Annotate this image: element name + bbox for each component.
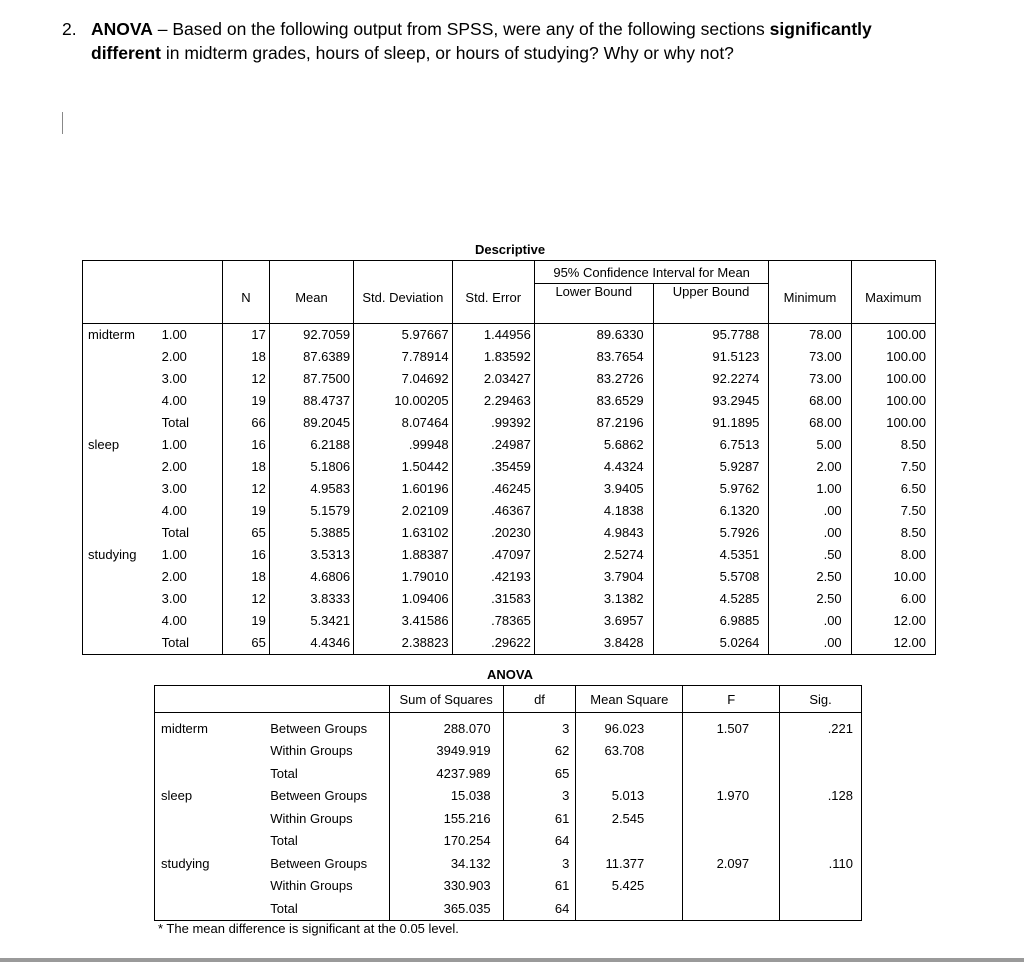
table-cell: 6.9885: [653, 610, 769, 632]
table-row: [83, 434, 936, 456]
table-cell: .24987: [452, 434, 534, 456]
row-group-label: [83, 610, 156, 632]
table-cell: .42193: [452, 566, 534, 588]
row-level-label: 3.00: [156, 588, 223, 610]
column-header: Mean Square: [576, 686, 683, 713]
row-group-label: studying: [155, 852, 268, 875]
table-cell: [683, 875, 780, 898]
descriptive-header-row-2: [83, 284, 936, 324]
table-cell: 5.7926: [653, 522, 769, 544]
table-cell: 18: [223, 346, 270, 368]
row-level-label: 2.00: [156, 456, 223, 478]
table-cell: 62: [503, 740, 576, 763]
table-row: [83, 456, 936, 478]
table-cell: 3.9405: [534, 478, 653, 500]
header-blank: [851, 261, 935, 284]
table-cell: 65: [223, 522, 270, 544]
row-group-label: midterm: [155, 713, 268, 740]
column-header: Sum of Squares: [389, 686, 503, 713]
table-cell: 3.8428: [534, 632, 653, 655]
table-cell: 2.29463: [452, 390, 534, 412]
column-header: N: [223, 284, 270, 324]
table-cell: [780, 740, 862, 763]
table-cell: .31583: [452, 588, 534, 610]
anova-header-row: [155, 686, 862, 713]
row-source-label: Total: [267, 897, 389, 920]
row-group-label: [83, 390, 156, 412]
table-cell: 170.254: [389, 830, 503, 853]
table-cell: [780, 807, 862, 830]
row-group-label: [155, 875, 268, 898]
row-group-label: [83, 412, 156, 434]
row-level-label: Total: [156, 412, 223, 434]
question-text-b: in midterm grades, hours of sleep, or hours of studying? Why or why not?: [161, 43, 734, 63]
column-header: Sig.: [780, 686, 862, 713]
question-body: [91, 17, 962, 65]
row-group-label: [83, 566, 156, 588]
table-row: [155, 713, 862, 740]
row-source-label: Total: [267, 830, 389, 853]
table-cell: 91.5123: [653, 346, 769, 368]
header-blank: [83, 284, 223, 324]
table-cell: [576, 830, 683, 853]
row-source-label: Within Groups: [267, 875, 389, 898]
table-row: [83, 522, 936, 544]
header-blank: [769, 261, 851, 284]
row-group-label: [83, 346, 156, 368]
question-number: 2.: [62, 19, 77, 39]
descriptive-title: Descriptive: [474, 242, 546, 257]
row-group-label: [155, 830, 268, 853]
table-cell: 288.070: [389, 713, 503, 740]
row-group-label: [83, 588, 156, 610]
table-cell: 96.023: [576, 713, 683, 740]
table-cell: 83.7654: [534, 346, 653, 368]
header-blank: [155, 686, 390, 713]
row-group-label: [83, 368, 156, 390]
table-cell: 5.9762: [653, 478, 769, 500]
column-header: Maximum: [851, 284, 935, 324]
table-row: [155, 807, 862, 830]
table-cell: 12: [223, 368, 270, 390]
table-cell: 1.88387: [354, 544, 453, 566]
table-cell: 6.1320: [653, 500, 769, 522]
header-blank: [354, 261, 453, 284]
table-row: [155, 830, 862, 853]
table-cell: 19: [223, 390, 270, 412]
table-cell: .00: [769, 500, 851, 522]
header-blank: [223, 261, 270, 284]
table-cell: 6.50: [851, 478, 935, 500]
table-cell: 64: [503, 897, 576, 920]
table-cell: [780, 830, 862, 853]
table-cell: 3.5313: [269, 544, 353, 566]
anova-title: ANOVA: [487, 667, 533, 682]
table-cell: 100.00: [851, 412, 935, 434]
question-text: [62, 17, 962, 65]
table-cell: 4.6806: [269, 566, 353, 588]
table-cell: [780, 897, 862, 920]
table-row: [83, 632, 936, 655]
table-cell: 1.970: [683, 785, 780, 808]
table-row: [155, 740, 862, 763]
table-cell: 2.00: [769, 456, 851, 478]
table-cell: [683, 830, 780, 853]
row-group-label: sleep: [83, 434, 156, 456]
row-source-label: Within Groups: [267, 740, 389, 763]
table-row: [155, 897, 862, 920]
row-group-label: studying: [83, 544, 156, 566]
table-row: [83, 368, 936, 390]
table-cell: 3.1382: [534, 588, 653, 610]
table-cell: 4.9583: [269, 478, 353, 500]
table-cell: 63.708: [576, 740, 683, 763]
table-cell: 5.3885: [269, 522, 353, 544]
table-cell: 2.097: [683, 852, 780, 875]
row-level-label: 4.00: [156, 500, 223, 522]
table-cell: 18: [223, 456, 270, 478]
row-group-label: [83, 478, 156, 500]
table-cell: 91.1895: [653, 412, 769, 434]
column-header: Std. Deviation: [354, 284, 453, 324]
table-row: [83, 610, 936, 632]
table-cell: 15.038: [389, 785, 503, 808]
row-source-label: Total: [267, 762, 389, 785]
table-cell: 95.7788: [653, 323, 769, 346]
table-cell: 6.00: [851, 588, 935, 610]
row-level-label: 3.00: [156, 478, 223, 500]
table-cell: 64: [503, 830, 576, 853]
table-cell: .35459: [452, 456, 534, 478]
question-text-a: – Based on the following output from SPSS, were any of the following sections: [152, 19, 770, 39]
table-row: [155, 875, 862, 898]
table-cell: 3.41586: [354, 610, 453, 632]
table-cell: 1.00: [769, 478, 851, 500]
table-cell: 1.60196: [354, 478, 453, 500]
table-cell: [683, 762, 780, 785]
table-cell: [780, 875, 862, 898]
table-cell: 2.03427: [452, 368, 534, 390]
row-group-label: sleep: [155, 785, 268, 808]
row-group-label: [83, 632, 156, 655]
table-cell: 12: [223, 588, 270, 610]
table-cell: .110: [780, 852, 862, 875]
table-cell: 4237.989: [389, 762, 503, 785]
table-cell: 2.545: [576, 807, 683, 830]
anova-table: [154, 685, 862, 921]
table-cell: 3: [503, 785, 576, 808]
table-cell: 68.00: [769, 390, 851, 412]
table-cell: 5.9287: [653, 456, 769, 478]
table-cell: .46367: [452, 500, 534, 522]
table-row: [155, 785, 862, 808]
table-cell: 330.903: [389, 875, 503, 898]
table-cell: 61: [503, 875, 576, 898]
table-cell: 78.00: [769, 323, 851, 346]
table-cell: 7.50: [851, 500, 935, 522]
anova-footnote: * The mean difference is significant at the 0.05 level.: [158, 921, 459, 936]
header-blank: [83, 261, 223, 284]
table-cell: 65: [223, 632, 270, 655]
table-cell: .128: [780, 785, 862, 808]
table-cell: 8.00: [851, 544, 935, 566]
table-cell: 12.00: [851, 610, 935, 632]
table-cell: 5.0264: [653, 632, 769, 655]
table-cell: 365.035: [389, 897, 503, 920]
descriptive-header-row-1: [83, 261, 936, 284]
table-cell: [683, 897, 780, 920]
table-cell: 4.1838: [534, 500, 653, 522]
table-row: [83, 412, 936, 434]
column-header: Minimum: [769, 284, 851, 324]
table-cell: 100.00: [851, 368, 935, 390]
table-cell: 66: [223, 412, 270, 434]
table-cell: 12.00: [851, 632, 935, 655]
table-cell: 92.7059: [269, 323, 353, 346]
table-cell: 7.04692: [354, 368, 453, 390]
table-cell: .00: [769, 632, 851, 655]
table-cell: 4.5351: [653, 544, 769, 566]
row-level-label: 4.00: [156, 390, 223, 412]
row-level-label: 1.00: [156, 323, 223, 346]
table-cell: 5.425: [576, 875, 683, 898]
row-level-label: 4.00: [156, 610, 223, 632]
table-cell: 4.4324: [534, 456, 653, 478]
table-row: [83, 323, 936, 346]
table-cell: 2.50: [769, 566, 851, 588]
row-source-label: Between Groups: [267, 785, 389, 808]
table-cell: 1.50442: [354, 456, 453, 478]
table-cell: 8.07464: [354, 412, 453, 434]
table-cell: 100.00: [851, 346, 935, 368]
table-cell: 68.00: [769, 412, 851, 434]
header-blank: [452, 261, 534, 284]
table-cell: 100.00: [851, 323, 935, 346]
table-cell: 10.00205: [354, 390, 453, 412]
table-cell: 34.132: [389, 852, 503, 875]
table-cell: 3: [503, 852, 576, 875]
row-group-label: [155, 897, 268, 920]
table-cell: 87.6389: [269, 346, 353, 368]
table-row: [83, 390, 936, 412]
table-cell: 3: [503, 713, 576, 740]
table-cell: 10.00: [851, 566, 935, 588]
table-row: [83, 346, 936, 368]
table-cell: 1.79010: [354, 566, 453, 588]
table-cell: .221: [780, 713, 862, 740]
column-header: Lower Bound: [534, 284, 653, 324]
table-cell: 5.3421: [269, 610, 353, 632]
row-group-label: midterm: [83, 323, 156, 346]
table-cell: .99392: [452, 412, 534, 434]
row-group-label: [155, 807, 268, 830]
table-cell: .78365: [452, 610, 534, 632]
column-header: df: [503, 686, 576, 713]
column-header: Std. Error: [452, 284, 534, 324]
row-source-label: Within Groups: [267, 807, 389, 830]
table-cell: 83.2726: [534, 368, 653, 390]
table-cell: [780, 762, 862, 785]
table-cell: 16: [223, 434, 270, 456]
row-level-label: Total: [156, 522, 223, 544]
table-cell: 5.6862: [534, 434, 653, 456]
table-cell: 1.63102: [354, 522, 453, 544]
table-row: [83, 566, 936, 588]
table-cell: 4.9843: [534, 522, 653, 544]
table-cell: .20230: [452, 522, 534, 544]
question-bold-line2: different: [91, 43, 161, 63]
table-cell: 11.377: [576, 852, 683, 875]
table-cell: .00: [769, 610, 851, 632]
table-row: [83, 500, 936, 522]
row-source-label: Between Groups: [267, 713, 389, 740]
table-cell: [683, 740, 780, 763]
table-cell: 19: [223, 610, 270, 632]
question-bold-lead: ANOVA: [91, 19, 153, 39]
question-bold-mid: significantly: [769, 19, 872, 39]
table-cell: .29622: [452, 632, 534, 655]
table-cell: 1.83592: [452, 346, 534, 368]
table-cell: 19: [223, 500, 270, 522]
table-cell: 1.507: [683, 713, 780, 740]
table-cell: .99948: [354, 434, 453, 456]
column-header: F: [683, 686, 780, 713]
table-cell: 5.1806: [269, 456, 353, 478]
row-level-label: Total: [156, 632, 223, 655]
column-header: Upper Bound: [653, 284, 769, 324]
table-cell: 89.6330: [534, 323, 653, 346]
table-cell: 5.013: [576, 785, 683, 808]
table-cell: .46245: [452, 478, 534, 500]
table-cell: [576, 897, 683, 920]
table-cell: 5.5708: [653, 566, 769, 588]
table-row: [83, 544, 936, 566]
table-cell: 8.50: [851, 522, 935, 544]
row-group-label: [155, 740, 268, 763]
table-cell: 4.4346: [269, 632, 353, 655]
table-cell: 3.7904: [534, 566, 653, 588]
table-cell: 61: [503, 807, 576, 830]
table-cell: 3.8333: [269, 588, 353, 610]
table-cell: [576, 762, 683, 785]
table-cell: .00: [769, 522, 851, 544]
table-cell: 73.00: [769, 368, 851, 390]
table-cell: 5.1579: [269, 500, 353, 522]
table-row: [83, 588, 936, 610]
ci-header: 95% Confidence Interval for Mean: [534, 261, 769, 284]
row-group-label: [83, 500, 156, 522]
column-header: Mean: [269, 284, 353, 324]
table-cell: 87.7500: [269, 368, 353, 390]
row-level-label: 1.00: [156, 544, 223, 566]
table-cell: [683, 807, 780, 830]
table-cell: 93.2945: [653, 390, 769, 412]
table-cell: 3.6957: [534, 610, 653, 632]
row-group-label: [155, 762, 268, 785]
header-blank: [269, 261, 353, 284]
table-cell: 2.02109: [354, 500, 453, 522]
descriptive-table: [82, 260, 936, 655]
table-cell: 6.7513: [653, 434, 769, 456]
table-cell: 2.50: [769, 588, 851, 610]
table-cell: 73.00: [769, 346, 851, 368]
table-cell: 65: [503, 762, 576, 785]
row-level-label: 2.00: [156, 346, 223, 368]
table-cell: 155.216: [389, 807, 503, 830]
table-cell: 7.50: [851, 456, 935, 478]
table-row: [83, 478, 936, 500]
table-cell: 7.78914: [354, 346, 453, 368]
table-cell: 89.2045: [269, 412, 353, 434]
table-cell: 100.00: [851, 390, 935, 412]
table-cell: 5.00: [769, 434, 851, 456]
row-level-label: 2.00: [156, 566, 223, 588]
table-cell: 1.44956: [452, 323, 534, 346]
table-cell: 4.5285: [653, 588, 769, 610]
table-cell: 3949.919: [389, 740, 503, 763]
table-cell: 87.2196: [534, 412, 653, 434]
table-cell: 12: [223, 478, 270, 500]
row-level-label: 1.00: [156, 434, 223, 456]
table-cell: 5.97667: [354, 323, 453, 346]
row-source-label: Between Groups: [267, 852, 389, 875]
row-group-label: [83, 456, 156, 478]
table-cell: 18: [223, 566, 270, 588]
table-cell: 88.4737: [269, 390, 353, 412]
table-cell: .47097: [452, 544, 534, 566]
table-cell: 6.2188: [269, 434, 353, 456]
table-cell: 83.6529: [534, 390, 653, 412]
table-cell: 1.09406: [354, 588, 453, 610]
table-cell: 8.50: [851, 434, 935, 456]
table-cell: 16: [223, 544, 270, 566]
table-row: [155, 762, 862, 785]
row-group-label: [83, 522, 156, 544]
table-row: [155, 852, 862, 875]
table-cell: .50: [769, 544, 851, 566]
table-cell: 2.38823: [354, 632, 453, 655]
page-bottom-border: [0, 958, 1024, 962]
table-cell: 17: [223, 323, 270, 346]
table-cell: 2.5274: [534, 544, 653, 566]
table-cell: 92.2274: [653, 368, 769, 390]
row-level-label: 3.00: [156, 368, 223, 390]
text-cursor: [62, 112, 63, 134]
